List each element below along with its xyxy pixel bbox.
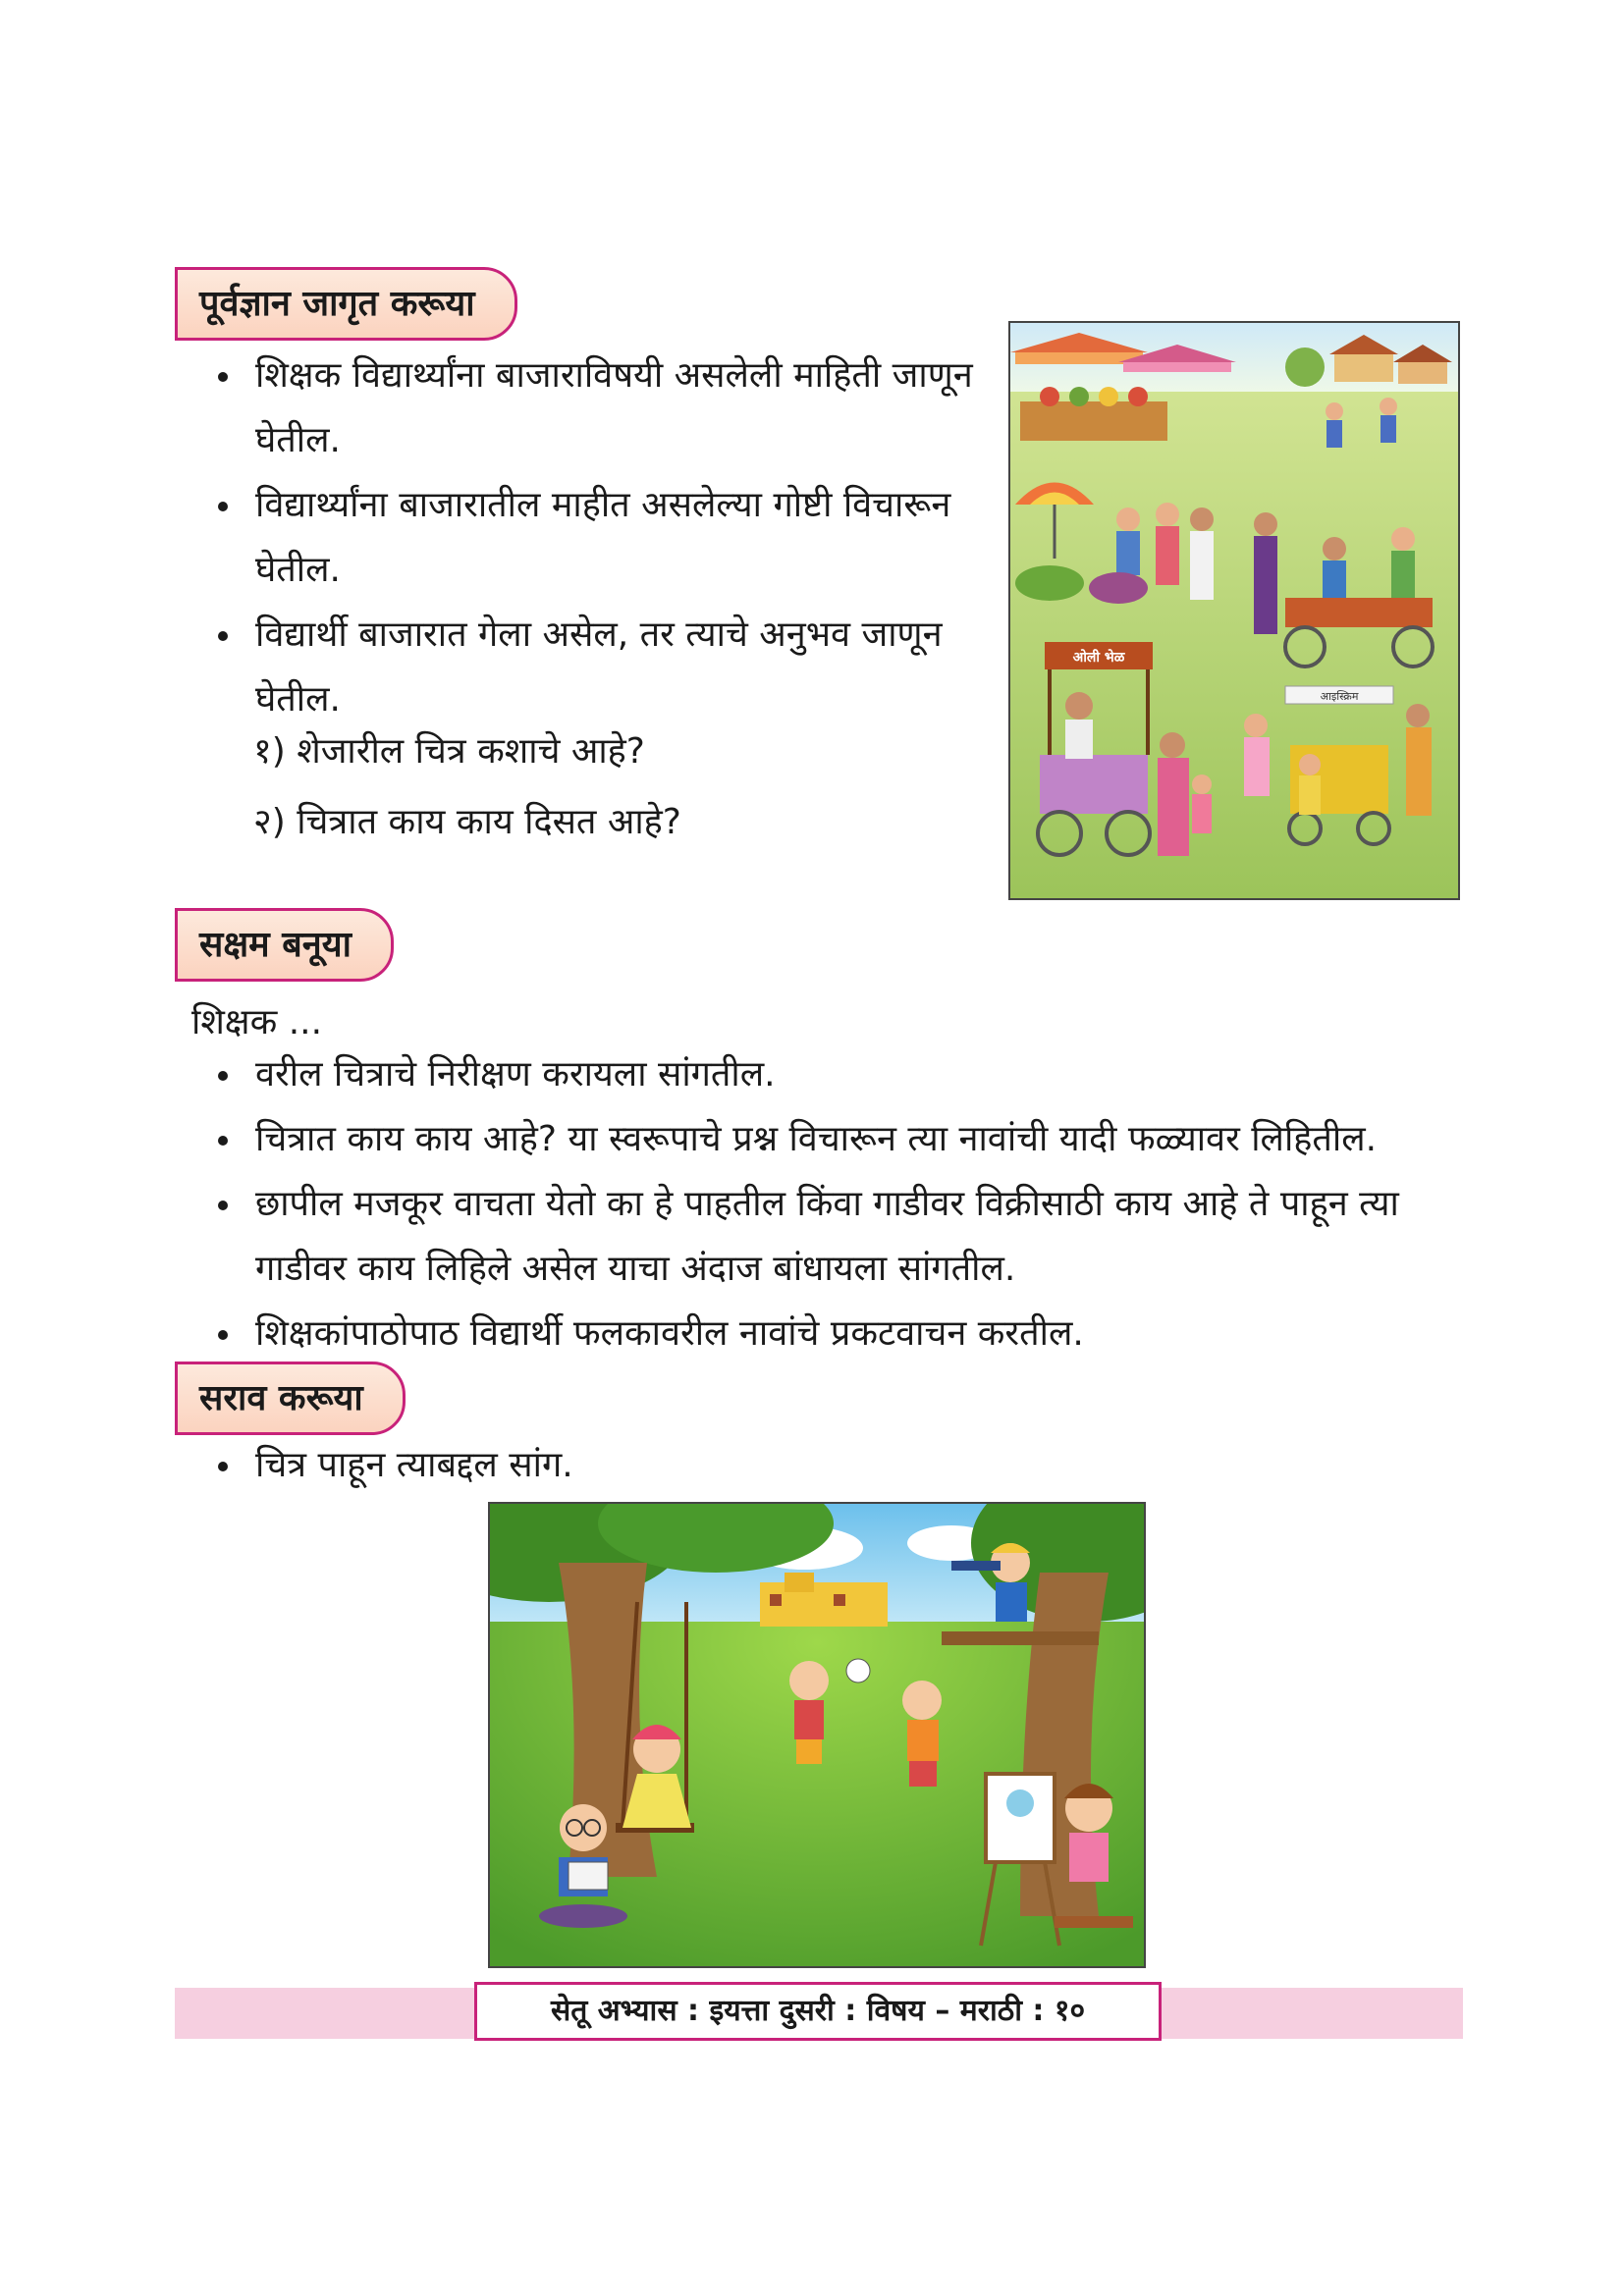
question-item: २) चित्रात काय काय दिसत आहे? xyxy=(253,802,681,842)
list-item: वरील चित्राचे निरीक्षण करायला सांगतील. xyxy=(206,1042,1473,1107)
list-item: छापील मजकूर वाचता येतो का हे पाहतील किंवा गाडीवर विक्रीसाठी काय आहे ते पाहून त्या गाडीवर काय लिहिले असेल याचा अंदाज बांधायला सांगतील. xyxy=(206,1172,1473,1302)
teacher-actions-list xyxy=(206,1042,1473,1366)
market-scene xyxy=(1010,323,1458,898)
list-item: विद्यार्थ्यांना बाजारातील माहीत असलेल्या गोष्टी विचारून घेतील. xyxy=(206,473,992,603)
section-heading-prior-knowledge: पूर्वज्ञान जागृत करूया xyxy=(175,267,517,341)
list-item: चित्र पाहून त्याबद्दल सांग. xyxy=(206,1433,1384,1498)
list-item: शिक्षक विद्यार्थ्यांना बाजाराविषयी असलेली माहिती जाणून घेतील. xyxy=(206,344,992,473)
teacher-intro: शिक्षक ... xyxy=(191,1002,323,1042)
question-item: १) शेजारील चित्र कशाचे आहे? xyxy=(253,731,645,772)
list-item: शिक्षकांपाठोपाठ विद्यार्थी फलकावरील नावांचे प्रकटवाचन करतील. xyxy=(206,1302,1473,1366)
question-list xyxy=(253,717,941,858)
section-heading-practice: सराव करूया xyxy=(175,1362,406,1435)
svg-text:ओली भेळ: ओली भेळ xyxy=(1072,650,1125,666)
practice-list xyxy=(206,1433,1384,1498)
prior-knowledge-list xyxy=(206,344,992,732)
page-footer: सेतू अभ्यास : इयत्ता दुसरी : विषय – मराठी : १० xyxy=(474,1982,1162,2041)
park-illustration xyxy=(488,1502,1146,1968)
list-item: विद्यार्थी बाजारात गेला असेल, तर त्याचे अनुभव जाणून घेतील. xyxy=(206,603,992,732)
park-scene xyxy=(490,1504,1144,1966)
list-item: चित्रात काय काय आहे? या स्वरूपाचे प्रश्न विचारून त्या नावांची यादी फळ्यावर लिहितील. xyxy=(206,1107,1473,1172)
section-heading-become-capable: सक्षम बनूया xyxy=(175,908,394,982)
market-illustration xyxy=(1008,321,1460,900)
svg-text:आइस्क्रिम: आइस्क्रिम xyxy=(1320,690,1359,703)
